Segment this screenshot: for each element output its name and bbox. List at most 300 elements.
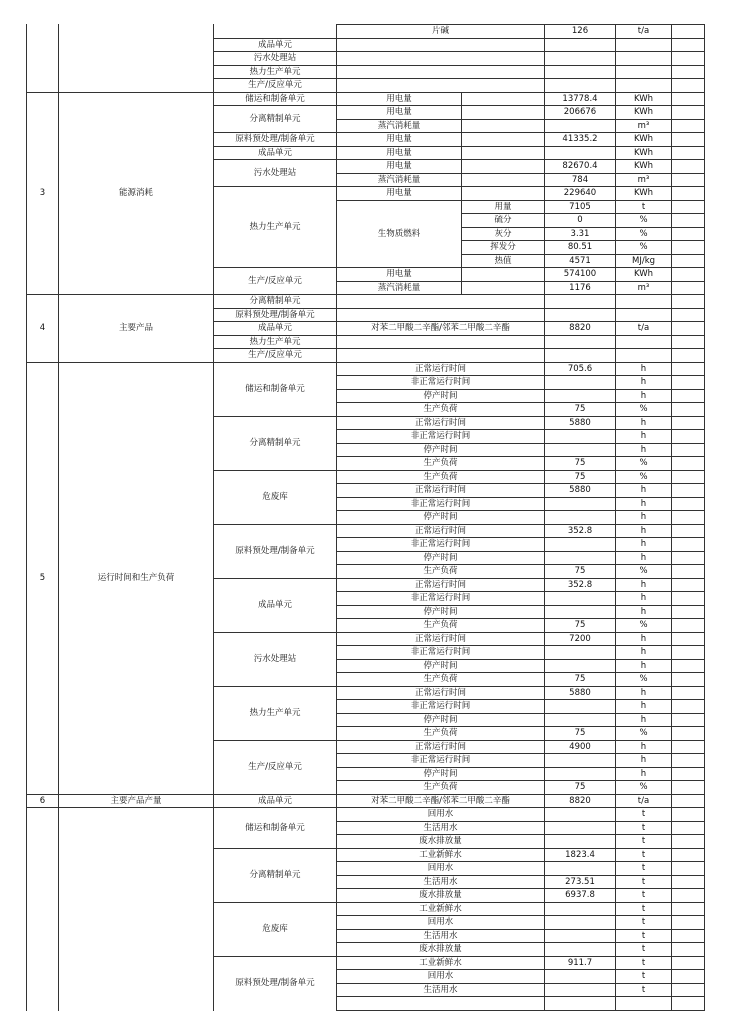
item-label <box>336 38 545 53</box>
item-label: 停产时间 <box>336 510 545 525</box>
value-cell: 82670.4 <box>544 159 616 174</box>
value-cell <box>544 915 616 930</box>
unit-name: 成品单元 <box>213 38 337 53</box>
item-label: 用电量 <box>336 132 462 147</box>
unit-name: 危废库 <box>213 902 337 957</box>
remark-cell <box>671 483 705 498</box>
item-label: 正常运行时间 <box>336 740 545 755</box>
unit-cell: t <box>615 875 672 890</box>
item-label: 非正常运行时间 <box>336 699 545 714</box>
section-name <box>58 807 214 1011</box>
remark-cell <box>671 78 705 93</box>
biofuel-property: 硫分 <box>461 213 545 228</box>
remark-cell <box>671 335 705 350</box>
value-cell <box>544 996 616 1011</box>
item-label: 用电量 <box>336 146 462 161</box>
value-cell: 5880 <box>544 686 616 701</box>
unit-name: 污水处理站 <box>213 51 337 66</box>
unit-cell: t <box>615 848 672 863</box>
value-cell: 75 <box>544 402 616 417</box>
remark-cell <box>671 524 705 539</box>
unit-name: 成品单元 <box>213 321 337 336</box>
item-sub-empty <box>461 281 545 296</box>
unit-cell <box>615 294 672 309</box>
unit-cell: h <box>615 389 672 404</box>
section-name: 主要产品产量 <box>58 794 214 809</box>
unit-cell: h <box>615 497 672 512</box>
unit-cell: h <box>615 510 672 525</box>
remark-cell <box>671 497 705 512</box>
unit-cell <box>615 308 672 323</box>
value-cell <box>544 645 616 660</box>
remark-cell <box>671 173 705 188</box>
unit-cell: % <box>615 672 672 687</box>
remark-cell <box>671 267 705 282</box>
unit-name: 热力生产单元 <box>213 686 337 741</box>
remark-cell <box>671 159 705 174</box>
value-cell: 229640 <box>544 186 616 201</box>
section-number: 5 <box>26 362 59 795</box>
unit-cell: t <box>615 983 672 998</box>
unit-cell: h <box>615 551 672 566</box>
unit-cell: h <box>615 753 672 768</box>
unit-name: 热力生产单元 <box>213 65 337 80</box>
unit-cell: t <box>615 821 672 836</box>
value-cell <box>544 51 616 66</box>
item-label: 停产时间 <box>336 713 545 728</box>
unit-name: 储运和制备单元 <box>213 92 337 107</box>
remark-cell <box>671 389 705 404</box>
value-cell <box>544 861 616 876</box>
item-sub-empty <box>461 119 545 134</box>
remark-cell <box>671 983 705 998</box>
item-label: 正常运行时间 <box>336 578 545 593</box>
value-cell <box>544 699 616 714</box>
value-cell: 41335.2 <box>544 132 616 147</box>
unit-cell: t <box>615 969 672 984</box>
value-cell: 705.6 <box>544 362 616 377</box>
remark-cell <box>671 605 705 620</box>
value-cell <box>544 767 616 782</box>
item-label: 生产负荷 <box>336 780 545 795</box>
section-number: 3 <box>26 92 59 296</box>
unit-cell: t/a <box>615 24 672 39</box>
unit-cell <box>615 65 672 80</box>
item-label: 非正常运行时间 <box>336 497 545 512</box>
unit-cell: h <box>615 767 672 782</box>
item-label: 生活用水 <box>336 821 545 836</box>
unit-name: 原料预处理/制备单元 <box>213 524 337 579</box>
item-label: 生产负荷 <box>336 618 545 633</box>
value-cell: 7200 <box>544 632 616 647</box>
unit-cell: h <box>615 524 672 539</box>
item-label: 用电量 <box>336 159 462 174</box>
item-label: 生活用水 <box>336 929 545 944</box>
item-label: 蒸汽消耗量 <box>336 281 462 296</box>
remark-cell <box>671 713 705 728</box>
item-label: 用电量 <box>336 105 462 120</box>
unit-cell: h <box>615 416 672 431</box>
value-cell <box>544 38 616 53</box>
unit-name: 分离精制单元 <box>213 105 337 133</box>
item-label: 回用水 <box>336 807 545 822</box>
remark-cell <box>671 240 705 255</box>
remark-cell <box>671 699 705 714</box>
item-label: 生产负荷 <box>336 456 545 471</box>
value-cell: 75 <box>544 470 616 485</box>
remark-cell <box>671 362 705 377</box>
item-label: 停产时间 <box>336 659 545 674</box>
unit-cell: m³ <box>615 281 672 296</box>
unit-cell: h <box>615 659 672 674</box>
unit-name: 生产/反应单元 <box>213 78 337 93</box>
remark-cell <box>671 551 705 566</box>
unit-name: 生产/反应单元 <box>213 740 337 795</box>
value-cell <box>544 78 616 93</box>
value-cell: 911.7 <box>544 956 616 971</box>
value-cell <box>544 65 616 80</box>
unit-cell: % <box>615 402 672 417</box>
unit-cell: KWh <box>615 267 672 282</box>
unit-name: 生产/反应单元 <box>213 267 337 295</box>
remark-cell <box>671 618 705 633</box>
remark-cell <box>671 861 705 876</box>
unit-name: 原料预处理/制备单元 <box>213 956 337 1011</box>
item-label <box>336 51 545 66</box>
unit-cell <box>615 78 672 93</box>
value-cell <box>544 537 616 552</box>
remark-cell <box>671 321 705 336</box>
biofuel-property: 灰分 <box>461 227 545 242</box>
unit-cell: % <box>615 726 672 741</box>
unit-cell: KWh <box>615 186 672 201</box>
unit-cell <box>615 335 672 350</box>
value-cell <box>544 294 616 309</box>
remark-cell <box>671 24 705 39</box>
remark-cell <box>671 726 705 741</box>
unit-cell: t <box>615 929 672 944</box>
value-cell: 352.8 <box>544 578 616 593</box>
item-label: 废水排放量 <box>336 888 545 903</box>
unit-name: 原料预处理/制备单元 <box>213 132 337 147</box>
remark-cell <box>671 510 705 525</box>
value-cell <box>544 429 616 444</box>
unit-cell: t <box>615 888 672 903</box>
remark-cell <box>671 632 705 647</box>
unit-cell: h <box>615 699 672 714</box>
remark-cell <box>671 200 705 215</box>
value-cell <box>544 902 616 917</box>
value-cell: 75 <box>544 618 616 633</box>
unit-cell: KWh <box>615 146 672 161</box>
unit-cell <box>615 996 672 1011</box>
item-label: 非正常运行时间 <box>336 537 545 552</box>
unit-name: 热力生产单元 <box>213 335 337 350</box>
item-sub-empty <box>461 105 545 120</box>
unit-cell: h <box>615 591 672 606</box>
value-cell: 75 <box>544 672 616 687</box>
value-cell <box>544 821 616 836</box>
remark-cell <box>671 996 705 1011</box>
value-cell <box>544 659 616 674</box>
value-cell: 3.31 <box>544 227 616 242</box>
remark-cell <box>671 578 705 593</box>
unit-cell: h <box>615 483 672 498</box>
item-label: 工业新鲜水 <box>336 956 545 971</box>
item-label: 用电量 <box>336 267 462 282</box>
remark-cell <box>671 659 705 674</box>
item-label <box>336 65 545 80</box>
remark-cell <box>671 794 705 809</box>
remark-cell <box>671 672 705 687</box>
unit-cell: t <box>615 915 672 930</box>
unit-cell: h <box>615 362 672 377</box>
unit-name <box>213 24 337 39</box>
unit-cell: KWh <box>615 92 672 107</box>
remark-cell <box>671 254 705 269</box>
value-cell: 352.8 <box>544 524 616 539</box>
item-label: 正常运行时间 <box>336 483 545 498</box>
value-cell: 75 <box>544 780 616 795</box>
remark-cell <box>671 915 705 930</box>
value-cell <box>544 551 616 566</box>
unit-name: 污水处理站 <box>213 159 337 187</box>
item-sub-empty <box>461 146 545 161</box>
item-label: 正常运行时间 <box>336 632 545 647</box>
unit-cell: h <box>615 645 672 660</box>
item-sub-empty <box>461 186 545 201</box>
unit-name: 原料预处理/制备单元 <box>213 308 337 323</box>
value-cell <box>544 510 616 525</box>
value-cell: 7105 <box>544 200 616 215</box>
value-cell <box>544 591 616 606</box>
unit-cell: h <box>615 578 672 593</box>
remark-cell <box>671 281 705 296</box>
item-sub-empty <box>461 92 545 107</box>
remark-cell <box>671 416 705 431</box>
unit-name: 热力生产单元 <box>213 186 337 268</box>
unit-cell: h <box>615 375 672 390</box>
item-label: 蒸汽消耗量 <box>336 119 462 134</box>
item-label: 生产负荷 <box>336 726 545 741</box>
remark-cell <box>671 848 705 863</box>
item-label: 对苯二甲酸二辛酯/邻苯二甲酸二辛酯 <box>336 794 545 809</box>
unit-cell: % <box>615 564 672 579</box>
item-label: 废水排放量 <box>336 942 545 957</box>
remark-cell <box>671 213 705 228</box>
item-label: 非正常运行时间 <box>336 375 545 390</box>
remark-cell <box>671 294 705 309</box>
unit-cell: m³ <box>615 173 672 188</box>
remark-cell <box>671 645 705 660</box>
remark-cell <box>671 740 705 755</box>
value-cell: 80.51 <box>544 240 616 255</box>
item-label: 生产负荷 <box>336 402 545 417</box>
unit-cell: t/a <box>615 321 672 336</box>
unit-cell: h <box>615 443 672 458</box>
unit-cell: % <box>615 213 672 228</box>
value-cell <box>544 834 616 849</box>
remark-cell <box>671 591 705 606</box>
item-label: 对苯二甲酸二辛酯/邻苯二甲酸二辛酯 <box>336 321 545 336</box>
unit-cell: % <box>615 227 672 242</box>
remark-cell <box>671 348 705 363</box>
remark-cell <box>671 38 705 53</box>
value-cell <box>544 375 616 390</box>
item-label <box>336 335 545 350</box>
unit-cell: % <box>615 618 672 633</box>
item-label: 回用水 <box>336 969 545 984</box>
remark-cell <box>671 443 705 458</box>
unit-cell: KWh <box>615 132 672 147</box>
item-label: 停产时间 <box>336 389 545 404</box>
item-label: 工业新鲜水 <box>336 902 545 917</box>
value-cell <box>544 753 616 768</box>
item-label: 停产时间 <box>336 551 545 566</box>
unit-name: 分离精制单元 <box>213 294 337 309</box>
item-label: 用电量 <box>336 92 462 107</box>
remark-cell <box>671 767 705 782</box>
unit-name: 危废库 <box>213 470 337 525</box>
biofuel-property: 热值 <box>461 254 545 269</box>
value-cell: 13778.4 <box>544 92 616 107</box>
item-label: 生活用水 <box>336 875 545 890</box>
remark-cell <box>671 65 705 80</box>
unit-name: 生产/反应单元 <box>213 348 337 363</box>
item-label: 停产时间 <box>336 767 545 782</box>
value-cell: 75 <box>544 726 616 741</box>
unit-cell <box>615 51 672 66</box>
remark-cell <box>671 51 705 66</box>
remark-cell <box>671 186 705 201</box>
item-label: 生产负荷 <box>336 564 545 579</box>
unit-cell: % <box>615 780 672 795</box>
biofuel-property: 用量 <box>461 200 545 215</box>
remark-cell <box>671 375 705 390</box>
value-cell: 206676 <box>544 105 616 120</box>
item-sub-empty <box>461 173 545 188</box>
remark-cell <box>671 470 705 485</box>
unit-cell: h <box>615 632 672 647</box>
value-cell: 5880 <box>544 483 616 498</box>
item-label: 生产负荷 <box>336 672 545 687</box>
item-sub-empty <box>461 132 545 147</box>
unit-cell: KWh <box>615 159 672 174</box>
value-cell: 8820 <box>544 321 616 336</box>
remark-cell <box>671 308 705 323</box>
unit-name: 成品单元 <box>213 146 337 161</box>
item-label <box>336 308 545 323</box>
value-cell: 784 <box>544 173 616 188</box>
biofuel-label: 生物质燃料 <box>336 200 462 269</box>
item-label: 正常运行时间 <box>336 416 545 431</box>
value-cell: 574100 <box>544 267 616 282</box>
unit-cell: h <box>615 713 672 728</box>
value-cell <box>544 497 616 512</box>
unit-cell: KWh <box>615 105 672 120</box>
unit-cell: t/a <box>615 794 672 809</box>
unit-name: 储运和制备单元 <box>213 362 337 417</box>
value-cell: 75 <box>544 564 616 579</box>
item-label <box>336 78 545 93</box>
remark-cell <box>671 456 705 471</box>
unit-cell: t <box>615 861 672 876</box>
item-sub-empty <box>461 159 545 174</box>
item-label: 停产时间 <box>336 605 545 620</box>
value-cell <box>544 929 616 944</box>
item-label <box>336 348 545 363</box>
section-name: 运行时间和生产负荷 <box>58 362 214 795</box>
unit-cell: t <box>615 200 672 215</box>
value-cell: 273.51 <box>544 875 616 890</box>
item-label <box>336 996 545 1011</box>
value-cell: 1176 <box>544 281 616 296</box>
remark-cell <box>671 564 705 579</box>
remark-cell <box>671 146 705 161</box>
remark-cell <box>671 227 705 242</box>
item-label: 正常运行时间 <box>336 686 545 701</box>
item-label: 回用水 <box>336 861 545 876</box>
value-cell <box>544 713 616 728</box>
item-label: 工业新鲜水 <box>336 848 545 863</box>
value-cell <box>544 942 616 957</box>
unit-name: 分离精制单元 <box>213 416 337 471</box>
value-cell: 75 <box>544 456 616 471</box>
unit-name: 分离精制单元 <box>213 848 337 903</box>
unit-cell <box>615 348 672 363</box>
unit-cell: t <box>615 956 672 971</box>
remark-cell <box>671 942 705 957</box>
remark-cell <box>671 875 705 890</box>
remark-cell <box>671 780 705 795</box>
unit-name: 储运和制备单元 <box>213 807 337 849</box>
remark-cell <box>671 402 705 417</box>
value-cell: 4571 <box>544 254 616 269</box>
value-cell <box>544 807 616 822</box>
unit-name: 成品单元 <box>213 794 337 809</box>
value-cell: 4900 <box>544 740 616 755</box>
unit-cell: h <box>615 686 672 701</box>
item-label: 用电量 <box>336 186 462 201</box>
remark-cell <box>671 537 705 552</box>
section-number: 6 <box>26 794 59 809</box>
value-cell <box>544 308 616 323</box>
remark-cell <box>671 969 705 984</box>
item-label: 非正常运行时间 <box>336 429 545 444</box>
item-label: 回用水 <box>336 915 545 930</box>
remark-cell <box>671 929 705 944</box>
unit-cell: % <box>615 470 672 485</box>
remark-cell <box>671 807 705 822</box>
value-cell: 126 <box>544 24 616 39</box>
item-label: 停产时间 <box>336 443 545 458</box>
section-number <box>26 24 59 93</box>
unit-cell: t <box>615 942 672 957</box>
value-cell <box>544 119 616 134</box>
remark-cell <box>671 132 705 147</box>
remark-cell <box>671 821 705 836</box>
unit-cell: h <box>615 605 672 620</box>
remark-cell <box>671 92 705 107</box>
remark-cell <box>671 105 705 120</box>
unit-cell: t <box>615 834 672 849</box>
item-label: 非正常运行时间 <box>336 645 545 660</box>
value-cell <box>544 389 616 404</box>
value-cell: 8820 <box>544 794 616 809</box>
value-cell: 1823.4 <box>544 848 616 863</box>
unit-cell: t <box>615 807 672 822</box>
item-label <box>336 294 545 309</box>
